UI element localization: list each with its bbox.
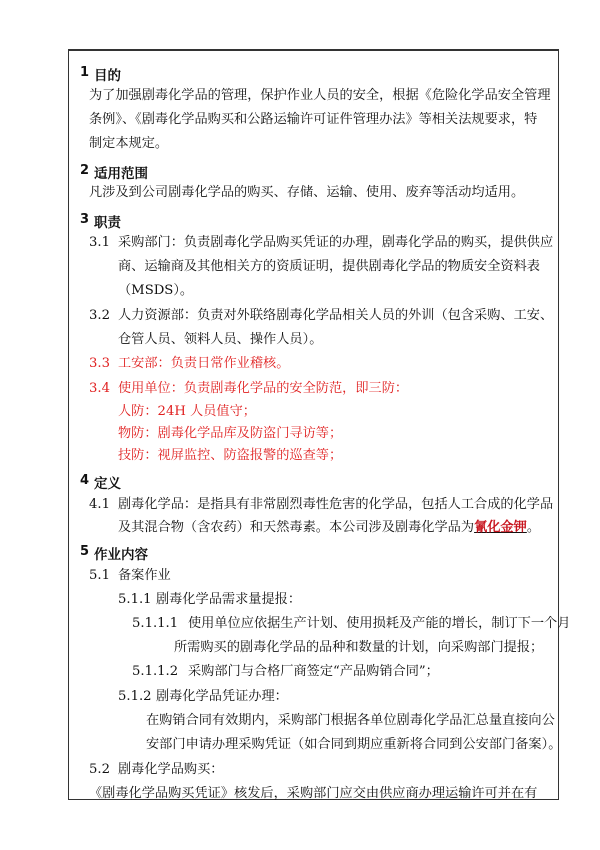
section-1-line-3: 制定本规定。 xyxy=(89,136,169,151)
defense-item-physical: 物防：剧毒化学品库及防盗门寻访等； xyxy=(118,426,343,441)
work-5-1-title: 备案作业 xyxy=(118,568,171,583)
section-2-title: 适用范围 xyxy=(94,166,148,182)
duty-3-2-number: 3.2 xyxy=(89,308,110,323)
section-4-title: 定义 xyxy=(94,476,121,492)
def-4-1-number: 4.1 xyxy=(89,497,110,512)
duty-3-2-line-2: 仓管人员、领料人员、操作人员）。 xyxy=(118,332,323,347)
defense-item-technical: 技防：视屏监控、防盗报警的巡查等； xyxy=(118,448,343,463)
work-5-2-number: 5.2 xyxy=(89,762,110,777)
duty-3-3-text: 工安部：负责日常作业稽核。 xyxy=(118,356,290,371)
work-5-1-1-2-number: 5.1.1.2 xyxy=(132,664,179,679)
def-4-1-line-2-prefix: 及其混合物（含农药）和天然毒素。本公司涉及剧毒化学品为 xyxy=(118,520,475,535)
def-4-1-line-2 xyxy=(118,520,540,536)
duty-3-4-text: 使用单位：负责剧毒化学品的安全防范，即三防： xyxy=(118,381,409,396)
work-5-1-number: 5.1 xyxy=(89,568,110,583)
work-5-1-1-number: 5.1.1 xyxy=(118,592,152,607)
def-4-1-line-1: 剧毒化学品：是指具有非常剧烈毒性危害的化学品，包括人工合成的化学品 xyxy=(118,497,554,512)
work-5-1-1-2-text: 采购部门与合格厂商签定“产品购销合同”； xyxy=(188,664,439,679)
section-1-line-2: 条例》、《剧毒化学品购买和公路运输许可证件管理办法》等相关法规要求，特 xyxy=(89,112,538,127)
section-5-number: 5 xyxy=(80,544,90,559)
work-5-1-2-line-2: 安部门申请办理采购凭证（如合同到期应重新将合同到公安部门备案）。 xyxy=(146,737,562,752)
work-5-2-text: 《剧毒化学品购买凭证》核发后，采购部门应交由供应商办理运输许可并在有 xyxy=(89,786,538,801)
section-5-title: 作业内容 xyxy=(94,547,148,563)
duty-3-1-number: 3.1 xyxy=(89,235,110,250)
duty-3-3-number: 3.3 xyxy=(89,356,110,371)
duty-3-1-line-1: 采购部门：负责剧毒化学品购买凭证的办理，剧毒化学品的购买，提供供应 xyxy=(118,235,554,250)
def-4-1-line-2-suffix: 。 xyxy=(526,520,540,535)
duty-3-1-line-2: 商、运输商及其他相关方的资质证明，提供剧毒化学品的物质安全资料表 xyxy=(118,259,540,274)
chemical-name: 氰化金钾 xyxy=(474,520,527,535)
section-4-number: 4 xyxy=(80,473,90,488)
work-5-1-2-line-1: 在购销合同有效期内，采购部门根据各单位剧毒化学品汇总量直接向公 xyxy=(146,713,555,728)
work-5-1-1-title: 剧毒化学品需求量提报： xyxy=(156,592,302,607)
work-5-1-1-1-line-2: 所需购买的剧毒化学品的品种和数量的计划，向采购部门提报； xyxy=(174,640,544,655)
work-5-1-2-number: 5.1.2 xyxy=(118,689,152,704)
section-1-number: 1 xyxy=(80,65,90,80)
work-5-2-title: 剧毒化学品购买： xyxy=(118,762,224,777)
work-5-1-1-1-number: 5.1.1.1 xyxy=(132,616,179,631)
section-1-line-1: 为了加强剧毒化学品的管理，保护作业人员的安全，根据《危险化学品安全管理 xyxy=(89,88,551,103)
defense-item-personnel: 人防：24H 人员值守； xyxy=(118,404,256,419)
work-5-1-2-title: 剧毒化学品凭证办理： xyxy=(156,689,288,704)
work-5-1-1-1-line-1: 使用单位应依据生产计划、使用损耗及产能的增长，制订下一个月 xyxy=(188,616,571,631)
duty-3-2-line-1: 人力资源部：负责对外联络剧毒化学品相关人员的外训（包含采购、工安、 xyxy=(118,308,554,323)
section-3-number: 3 xyxy=(80,212,90,227)
top-rule xyxy=(69,50,558,51)
section-3-title: 职责 xyxy=(94,215,121,231)
duty-3-1-line-3: （MSDS）。 xyxy=(118,283,194,298)
section-1-title: 目的 xyxy=(94,68,121,84)
section-2-text: 凡涉及到公司剧毒化学品的购买、存储、运输、使用、废弃等活动均适用。 xyxy=(89,185,525,200)
section-2-number: 2 xyxy=(80,163,90,178)
duty-3-4-number: 3.4 xyxy=(89,381,110,396)
